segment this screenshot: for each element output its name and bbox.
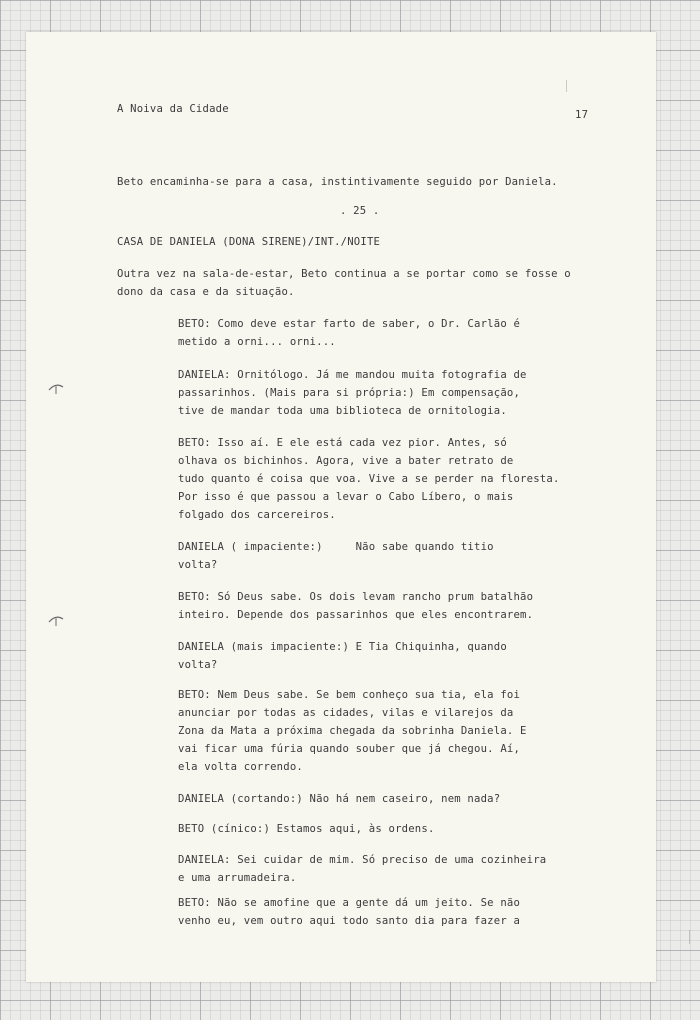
dialogue-line: metido a orni... orni... <box>178 336 336 348</box>
page-number: 17 <box>575 109 589 121</box>
paper-mark <box>689 930 690 944</box>
dialogue-line: inteiro. Depende dos passarinhos que eles encontrarem. <box>178 609 534 621</box>
dialogue-line: ela volta correndo. <box>178 761 303 773</box>
scene-heading: CASA DE DANIELA (DONA SIRENE)/INT./NOITE <box>117 236 381 248</box>
dialogue-line: tive de mandar toda uma biblioteca de ornitologia. <box>178 405 507 417</box>
dialogue-line: DANIELA: Sei cuidar de mim. Só preciso de uma cozinheira <box>178 854 547 866</box>
dialogue-line: DANIELA: Ornitólogo. Já me mandou muita fotografia de <box>178 369 527 381</box>
dialogue-line: BETO: Nem Deus sabe. Se bem conheço sua tia, ela foi <box>178 689 521 701</box>
dialogue-line: Zona da Mata a próxima chegada da sobrinha Daniela. E <box>178 725 527 737</box>
scene-number: . 25 . <box>340 205 380 217</box>
punch-hole-mark <box>47 613 65 627</box>
action-line: Outra vez na sala-de-estar, Beto continua a se portar como se fosse o <box>117 268 571 280</box>
dialogue-line: anunciar por todas as cidades, vilas e vilarejos da <box>178 707 514 719</box>
dialogue-line: folgado dos carcereiros. <box>178 509 336 521</box>
dialogue-line: vai ficar uma fúria quando souber que já chegou. Aí, <box>178 743 521 755</box>
dialogue-line: venho eu, vem outro aqui todo santo dia para fazer a <box>178 915 521 927</box>
dialogue-line: BETO: Só Deus sabe. Os dois levam rancho prum batalhão <box>178 591 534 603</box>
paper-mark <box>566 80 567 92</box>
dialogue-line: DANIELA ( impaciente:) Não sabe quando titio <box>178 541 494 553</box>
dialogue-line: DANIELA (cortando:) Não há nem caseiro, nem nada? <box>178 793 501 805</box>
dialogue-line: BETO (cínico:) Estamos aqui, às ordens. <box>178 823 435 835</box>
dialogue-line: olhava os bichinhos. Agora, vive a bater retrato de <box>178 455 514 467</box>
dialogue-line: BETO: Não se amofine que a gente dá um jeito. Se não <box>178 897 521 909</box>
dialogue-line: e uma arrumadeira. <box>178 872 297 884</box>
dialogue-line: BETO: Isso aí. E ele está cada vez pior. Antes, só <box>178 437 507 449</box>
dialogue-line: DANIELA (mais impaciente:) E Tia Chiquinha, quando <box>178 641 507 653</box>
dialogue-line: Por isso é que passou a levar o Cabo Líbero, o mais <box>178 491 514 503</box>
punch-hole-mark <box>47 381 65 395</box>
action-line: dono da casa e da situação. <box>117 286 295 298</box>
dialogue-line: passarinhos. (Mais para si própria:) Em compensação, <box>178 387 521 399</box>
dialogue-line: BETO: Como deve estar farto de saber, o Dr. Carlão é <box>178 318 521 330</box>
action-line: Beto encaminha-se para a casa, instintivamente seguido por Daniela. <box>117 176 558 188</box>
header-title: A Noiva da Cidade <box>117 103 229 115</box>
dialogue-line: tudo quanto é coisa que voa. Vive a se perder na floresta. <box>178 473 560 485</box>
dialogue-line: volta? <box>178 659 218 671</box>
dialogue-line: volta? <box>178 559 218 571</box>
